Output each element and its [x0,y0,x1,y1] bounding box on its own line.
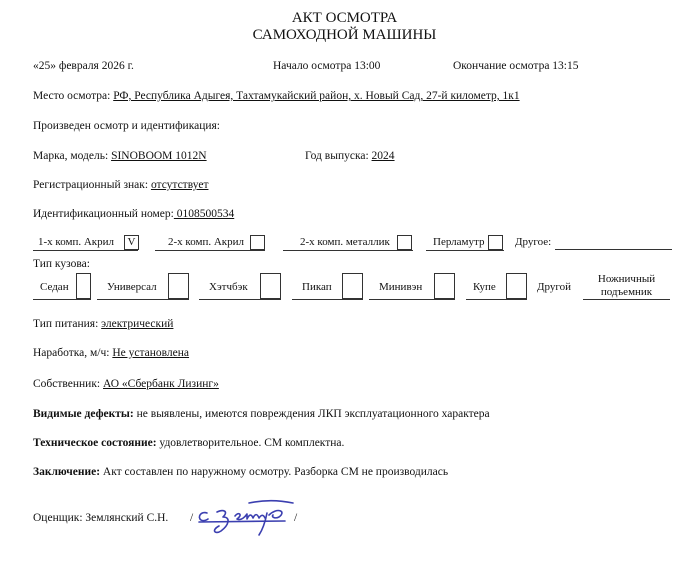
paint-checkbox-1k-acrylic[interactable]: V [124,235,139,250]
paint-checkbox-pearl[interactable] [488,235,503,250]
reg-sign-label: Регистрационный знак: [33,179,151,191]
location-value: РФ, Республика Адыгея, Тахтамукайский район, х. Новый Сад, 27-й километр, 1к1 [113,90,520,102]
defects-row [33,408,490,420]
power-label: Тип питания: [33,318,102,330]
body-option-label: Седан [40,281,69,293]
inspection-date: «25» февраля 2026 г. [33,60,134,72]
underline [369,299,455,300]
paint-option-label: 2-х комп. металлик [300,236,390,248]
conclusion-row [33,466,448,478]
signature-slash-close: / [294,512,298,524]
body-checkbox-universal[interactable] [168,273,189,299]
conclusion-label: Заключение: [33,466,101,478]
model-row [33,150,207,162]
underline [283,250,413,251]
signature-stroke [269,511,282,518]
underline [97,299,189,300]
hours-label: Наработка, м/ч: [33,347,113,359]
signature-slash-open: / [190,512,194,524]
id-number-value: 0108500534 [173,208,235,220]
underline [199,299,281,300]
body-option-label: Купе [473,281,496,293]
defects-label: Видимые дефекты: [33,408,134,420]
paint-other-field[interactable] [555,249,672,250]
body-checkbox-minivan[interactable] [434,273,455,299]
body-option-label: Минивэн [379,281,423,293]
body-option-label: Хэтчбэк [209,281,248,293]
power-row [33,318,173,330]
underline [33,250,138,251]
paint-option-label: 1-х комп. Акрил [38,236,115,248]
body-checkbox-hatchback[interactable] [260,273,281,299]
body-other-label: Другой [537,281,571,293]
body-checkbox-sedan[interactable] [76,273,91,299]
body-option-label: Пикап [302,281,332,293]
location-row [33,90,520,102]
conclusion-value: Акт составлен по наружному осмотру. Разборка СМ не производилась [100,466,449,478]
signature-image [193,497,297,539]
reg-sign-value: отсутствует [150,179,209,191]
year-value: 2024 [371,150,395,162]
paint-option-label: 2-х комп. Акрил [168,236,245,248]
defects-value: не выявлены, имеются повреждения ЛКП эксплуатационного характера [133,408,490,420]
paint-other-label: Другое: [515,236,552,248]
document-title-line2: САМОХОДНОЙ МАШИНЫ [252,27,437,43]
body-checkbox-coupe[interactable] [506,273,527,299]
underline [466,299,527,300]
hours-value: Не установлена [112,347,190,359]
underline [426,250,504,251]
body-other-field[interactable] [583,299,670,300]
underline [292,299,363,300]
reg-sign-row [33,179,208,191]
id-number-label: Идентификационный номер: [33,208,174,220]
document-title-line1: АКТ ОСМОТРА [291,10,398,26]
owner-label: Собственник: [33,378,103,390]
inspection-start: Начало осмотра 13:00 [273,60,381,72]
body-other-value-line1: Ножничный [597,273,656,285]
inspection-end: Окончание осмотра 13:15 [453,60,579,72]
owner-value: АО «Сбербанк Лизинг» [103,378,219,390]
paint-option-label: Перламутр [433,236,485,248]
model-value: SINOBOOM 1012N [111,150,207,162]
inspection-note: Произведен осмотр и идентификация: [33,120,220,132]
signature-stroke [249,501,293,503]
body-checkbox-pickup[interactable] [342,273,363,299]
paint-checkbox-2k-metallic[interactable] [397,235,412,250]
body-other-value-line2: подъемник [600,286,653,298]
underline [33,299,91,300]
condition-value: удовлетворительное. СМ комплектна. [156,437,345,449]
year-label: Год выпуска: [305,150,372,162]
body-option-label: Универсал [107,281,157,293]
hours-row [33,347,189,359]
model-label: Марка, модель: [33,150,112,162]
signature-stroke [235,514,265,520]
underline [155,250,265,251]
appraiser-label: Оценщик: Землянский С.Н. [33,512,169,524]
body-type-label: Тип кузова: [33,258,90,270]
power-value: электрический [101,318,174,330]
year-row [305,150,395,162]
signature-stroke [199,513,208,521]
location-label: Место осмотра: [33,90,114,102]
paint-checkbox-2k-acrylic[interactable] [250,235,265,250]
owner-row [33,378,219,390]
condition-label: Техническое состояние: [33,437,157,449]
body-other-value [583,273,670,299]
condition-row [33,437,344,449]
signature-stroke [199,521,285,522]
id-number-row [33,208,234,220]
